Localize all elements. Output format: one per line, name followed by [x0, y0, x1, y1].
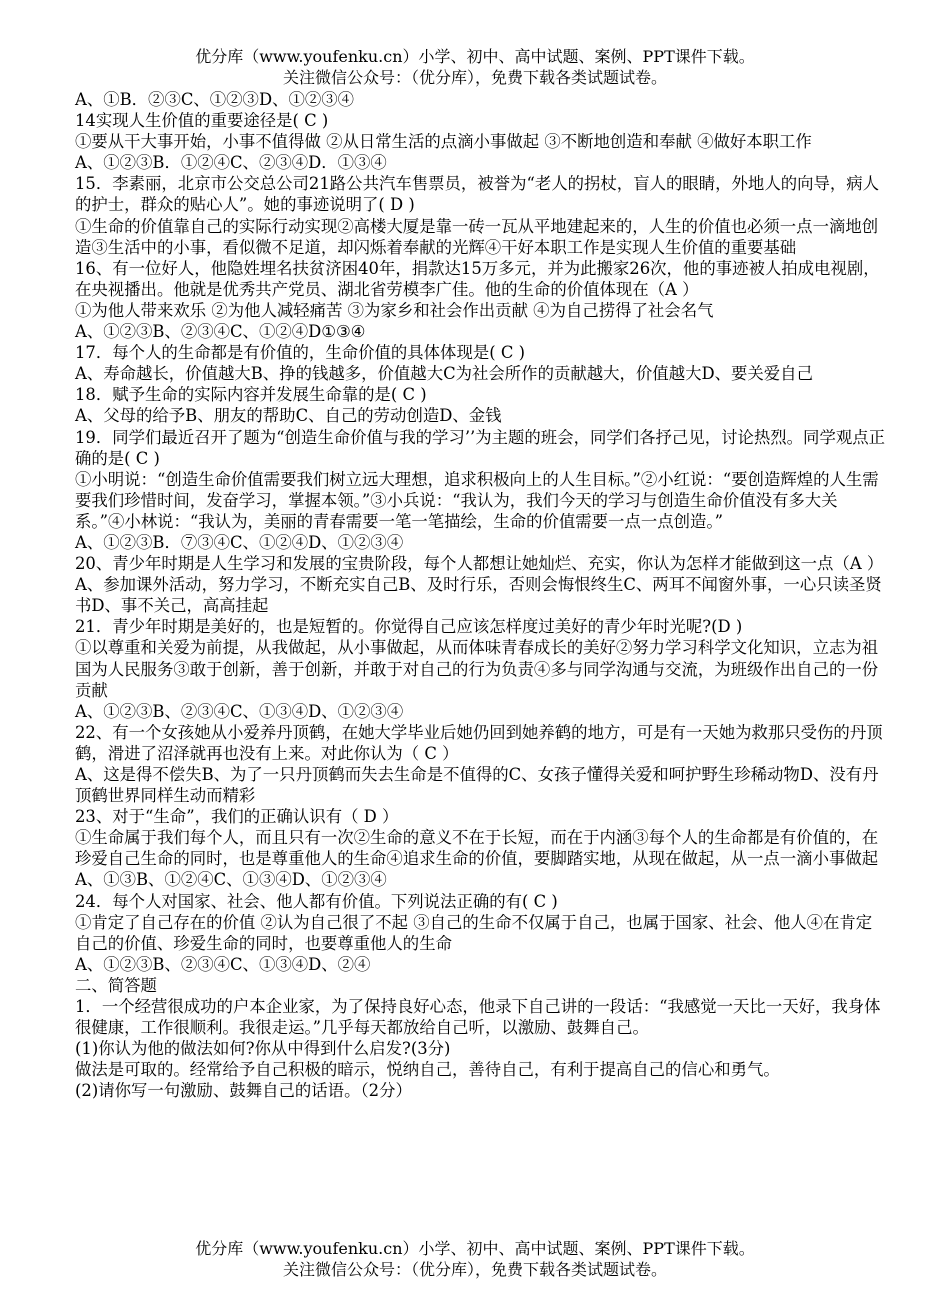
question-14: 14实现人生价值的重要途径是( C )	[75, 111, 329, 131]
text-line: A、①②③B．①②④C、②③④D．①③④	[75, 153, 387, 173]
question-21: 21．青少年时期是美好的，也是短暂的。你觉得自己应该怎样度过美好的青少年时光呢?(D )	[75, 617, 743, 637]
text-line: ①为他人带来欢乐 ②为他人减轻痛苦 ③为家乡和社会作出贡献 ④为自己捞得了社会名气	[75, 300, 714, 320]
question-24: 24．每个人对国家、社会、他人都有价值。下列说法正确的有( C )	[75, 891, 558, 911]
question-19: 19．同学们最近召开了题为“创造生命价值与我的学习’’为主题的班会，同学们各抒己见，讨论热烈。同学观点正确的是( C )	[75, 427, 886, 468]
text-line: 做法是可取的。经常给予自己积极的暗示，悦纳自己，善待自己，有利于提高自己的信心和勇气。	[75, 1060, 780, 1080]
text-line: A、①②③B、②③④C、①③④D、①②③④	[75, 701, 404, 721]
text-line: ①小明说：“创造生命价值需要我们树立远大理想，追求积极向上的人生目标。”②小红说：“要创造辉煌的人生需要我们珍惜时间，发奋学习，掌握本领。”③小兵说：“我认为，我们今天的学习与创造生命价值没有多大关系。”④小林说：“我认为，美丽的青春需要一笔一笔描绘，生命的价值需要一点一点创造。”	[75, 469, 879, 531]
document-body	[75, 89, 885, 1102]
text-line: ①以尊重和关爱为前提，从我做起，从小事做起，从而体味青春成长的美好②努力学习科学文化知识，立志为祖国为人民服务③敢于创新，善于创新，并敢于对自己的行为负责④多与同学沟通与交流，为班级作出自己的一份贡献	[75, 638, 879, 700]
text-line: A、①B．②③C、①②③D、①②③④	[75, 90, 355, 109]
question-17: 17．每个人的生命都是有价值的，生命价值的具体体现是( C )	[75, 343, 525, 363]
question-18: 18．赋予生命的实际内容并发展生命靠的是( C )	[75, 385, 427, 405]
footer-line-1: 优分库（www.youfenku.cn）小学、初中、高中试题、案例、PPT课件下载。	[195, 1239, 755, 1258]
text-line: ①要从干大事开始，小事不值得做 ②从日常生活的点滴小事做起 ③不断地创造和奉献 ④做好本职工作	[75, 132, 812, 152]
text-line: A、①②③B、②③④C、①②④D①③④	[75, 322, 366, 342]
text-line: A、①②③B．⑦③④C、①②④D、①②③④	[75, 532, 404, 552]
short-answer-1: 1．一个经营很成功的户本企业家，为了保持良好心态，他录下自己讲的一段话：“我感觉一天比一天好，我身体很健康，工作很顺利。我很走运。”几乎每天都放给自己听，以激励、鼓舞自己。	[75, 997, 881, 1038]
text-line: A、参加课外活动，努力学习，不断充实自己B、及时行乐，否则会悔恨终生C、两耳不闻窗外事，一心只读圣贤书D、事不关己，高高挂起	[75, 575, 882, 616]
question-23: 23、对于“生命”，我们的正确认识有（ D ）	[75, 807, 399, 827]
text-line: ①肯定了自己存在的价值 ②认为自己很了不起 ③自己的生命不仅属于自己，也属于国家、社会、他人④在肯定自己的价值、珍爱生命的同时，也要尊重他人的生命	[75, 912, 873, 953]
question-16: 16、有一位好人，他隐姓埋名扶贫济困40年，捐款达15万多元，并为此搬家26次，他的事迹被人拍成电视剧，在央视播出。他就是优秀共产党员、湖北省劳模李广佳。他的生命的价值体现在（A ）	[75, 258, 880, 299]
question-15: 15．李素丽，北京市公交总公司21路公共汽车售票员，被誉为“老人的拐杖，盲人的眼睛，外地人的向导，病人的护士，群众的贴心人”。她的事迹说明了( D )	[75, 174, 880, 215]
text-line: A、①②③B、②③④C、①③④D、②④	[75, 954, 371, 974]
header-line-2: 关注微信公众号：（优分库），免费下载各类试题试卷。	[282, 68, 667, 87]
text-line: ①生命的价值靠自己的实际行动实现②高楼大厦是靠一砖一瓦从平地建起来的，人生的价值也必须一点一滴地创造③生活中的小事，看似微不足道，却闪烁着奉献的光辉④干好本职工作是实现人生价值的重要基础	[75, 216, 879, 257]
page-footer	[0, 1238, 950, 1280]
footer-line-2: 关注微信公众号：（优分库），免费下载各类试题试卷。	[282, 1260, 667, 1279]
question-22: 22、有一个女孩她从小爱养丹顶鹤，在她大学毕业后她仍回到她养鹤的地方，可是有一天她为救那只受伤的丹顶鹤，滑进了沼泽就再也没有上来。对此你认为（ C ）	[75, 722, 883, 763]
question-20: 20、青少年时期是人生学习和发展的宝贵阶段，每个人都想让她灿烂、充实，你认为怎样才能做到这一点（A ）	[75, 554, 884, 574]
text-line: A、这是得不偿失B、为了一只丹顶鹤而失去生命是不值得的C、女孩子懂得关爱和呵护野生珍稀动物D、没有丹顶鹤世界同样生动而精彩	[75, 765, 879, 806]
text-line: A、父母的给予B、朋友的帮助C、自己的劳动创造D、金钱	[75, 406, 502, 426]
text-line: (1)你认为他的做法如何?你从中得到什么启发?(3分)	[75, 1039, 451, 1059]
page-header	[0, 46, 950, 88]
text-line: A、①③B、①②④C、①③④D、①②③④	[75, 870, 387, 890]
section-heading: 二、简答题	[75, 975, 157, 995]
header-line-1: 优分库（www.youfenku.cn）小学、初中、高中试题、案例、PPT课件下载。	[195, 47, 755, 66]
text-line: (2)请你写一句激励、鼓舞自己的话语。（2分）	[75, 1081, 412, 1101]
text-line: A、寿命越长，价值越大B、挣的钱越多，价值越大C为社会所作的贡献越大，价值越大D、要关爱自己	[75, 364, 813, 384]
text-line: ①生命属于我们每个人，而且只有一次②生命的意义不在于长短，而在于内涵③每个人的生命都是有价值的，在珍爱自己生命的同时，也是尊重他人的生命④追求生命的价值，要脚踏实地，从现在做起，从一点一滴小事做起	[75, 828, 879, 869]
